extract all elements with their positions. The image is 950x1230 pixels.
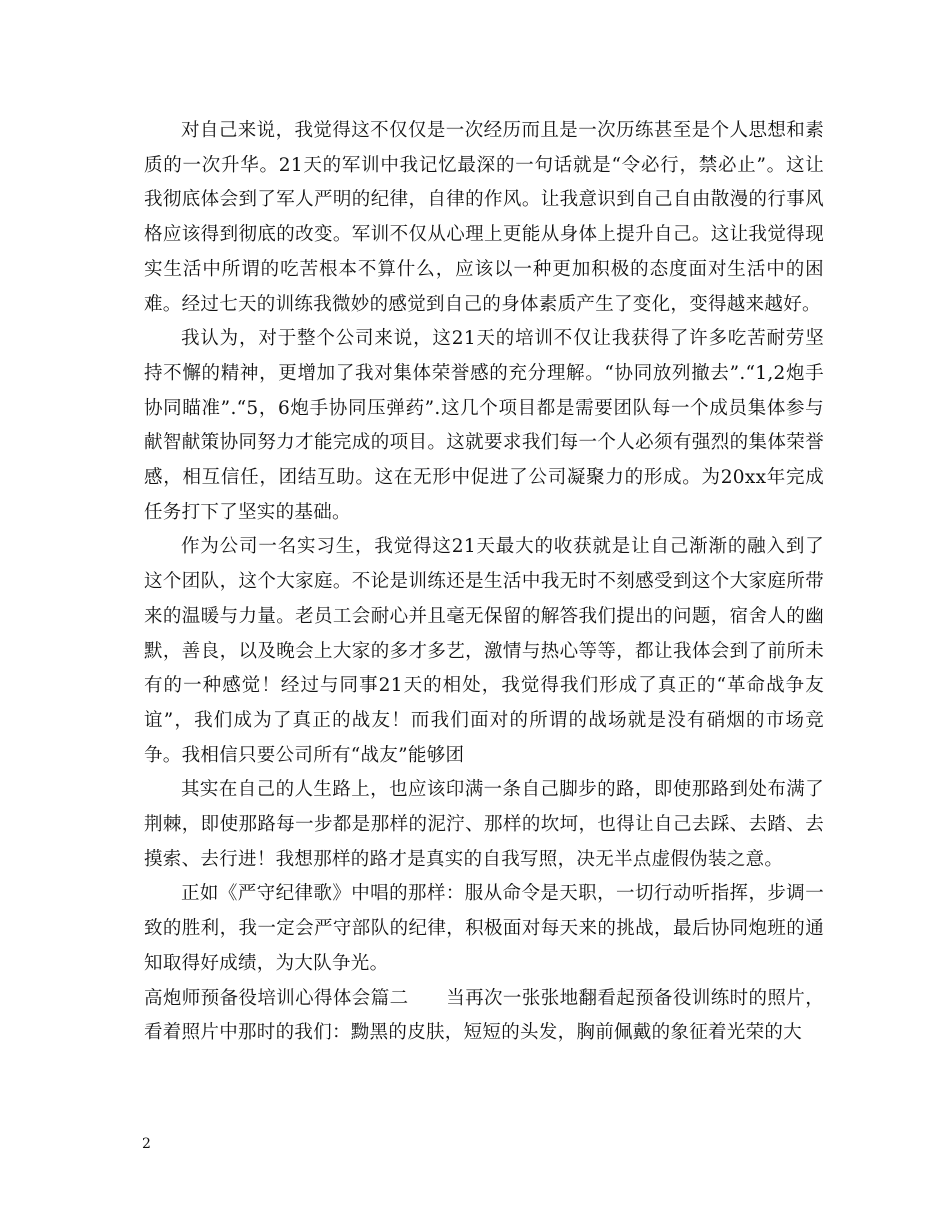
paragraph: 正如《严守纪律歌》中唱的那样：服从命令是天职，一切行动听指挥，步调一致的胜利，我一定会严守部队的纪律，积极面对每天来的挑战，最后协同炮班的通知取得好成绩，为大队争光。 (144, 883, 824, 974)
paragraph: 作为公司一名实习生，我觉得这21天最大的收获就是让自己渐渐的融入到了这个团队，这个大家庭。不论是训练还是生活中我无时不刻感受到这个大家庭所带来的温暖与力量。老员工会耐心并且毫无保留的解答我们提出的问题，宿舍人的幽默，善良，以及晚会上大家的多才多艺，激情与热心等等，都让我体会到了前所未有的一种感觉！经过与同事21天的相处，我觉得我们形成了真正的“革命战争友谊”，我们成为了真正的战友！而我们面对的所谓的战场就是没有硝烟的市场竞争。我相信只要公司所有“战友”能够团 (144, 536, 824, 766)
paragraph: 我认为，对于整个公司来说，这21天的培训不仅让我获得了许多吃苦耐劳坚持不懈的精神，更增加了我对集体荣誉感的充分理解。“协同放列撤去”.“1,2炮手协同瞄准”.“5，6炮手协同压弹药”.这几个项目都是需要团队每一个成员集体参与献智献策协同努力才能完成的项目。这就要求我们每一个人必须有强烈的集体荣誉感，相互信任，团结互助。这在无形中促进了公司凝聚力的形成。为20xx年完成任务打下了坚实的基础。 (144, 328, 824, 523)
section-heading-paragraph: 高炮师预备役培训心得体会篇二 当再次一张张地翻看起预备役训练时的照片，看着照片中那时的我们：黝黑的皮肤，短短的头发，胸前佩戴的象征着光荣的大 (144, 987, 824, 1044)
page-number: 2 (142, 1136, 151, 1152)
paragraph: 其实在自己的人生路上，也应该印满一条自己脚步的路，即使那路到处布满了荆棘，即使那路每一步都是那样的泥泞、那样的坎坷，也得让自己去踩、去踏、去摸索、去行进！我想那样的路才是真实的自我写照，决无半点虚假伪装之意。 (144, 779, 824, 870)
paragraph: 对自己来说，我觉得这不仅仅是一次经历而且是一次历练甚至是个人思想和素质的一次升华。21天的军训中我记忆最深的一句话就是“令必行，禁必止”。这让我彻底体会到了军人严明的纪律，自律的作风。让我意识到自己自由散漫的行事风格应该得到彻底的改变。军训不仅从心理上更能从身体上提升自己。这让我觉得现实生活中所谓的吃苦根本不算什么，应该以一种更加积极的态度面对生活中的困难。经过七天的训练我微妙的感觉到自己的身体素质产生了变化，变得越来越好。 (144, 120, 824, 315)
document-body (144, 114, 824, 1051)
